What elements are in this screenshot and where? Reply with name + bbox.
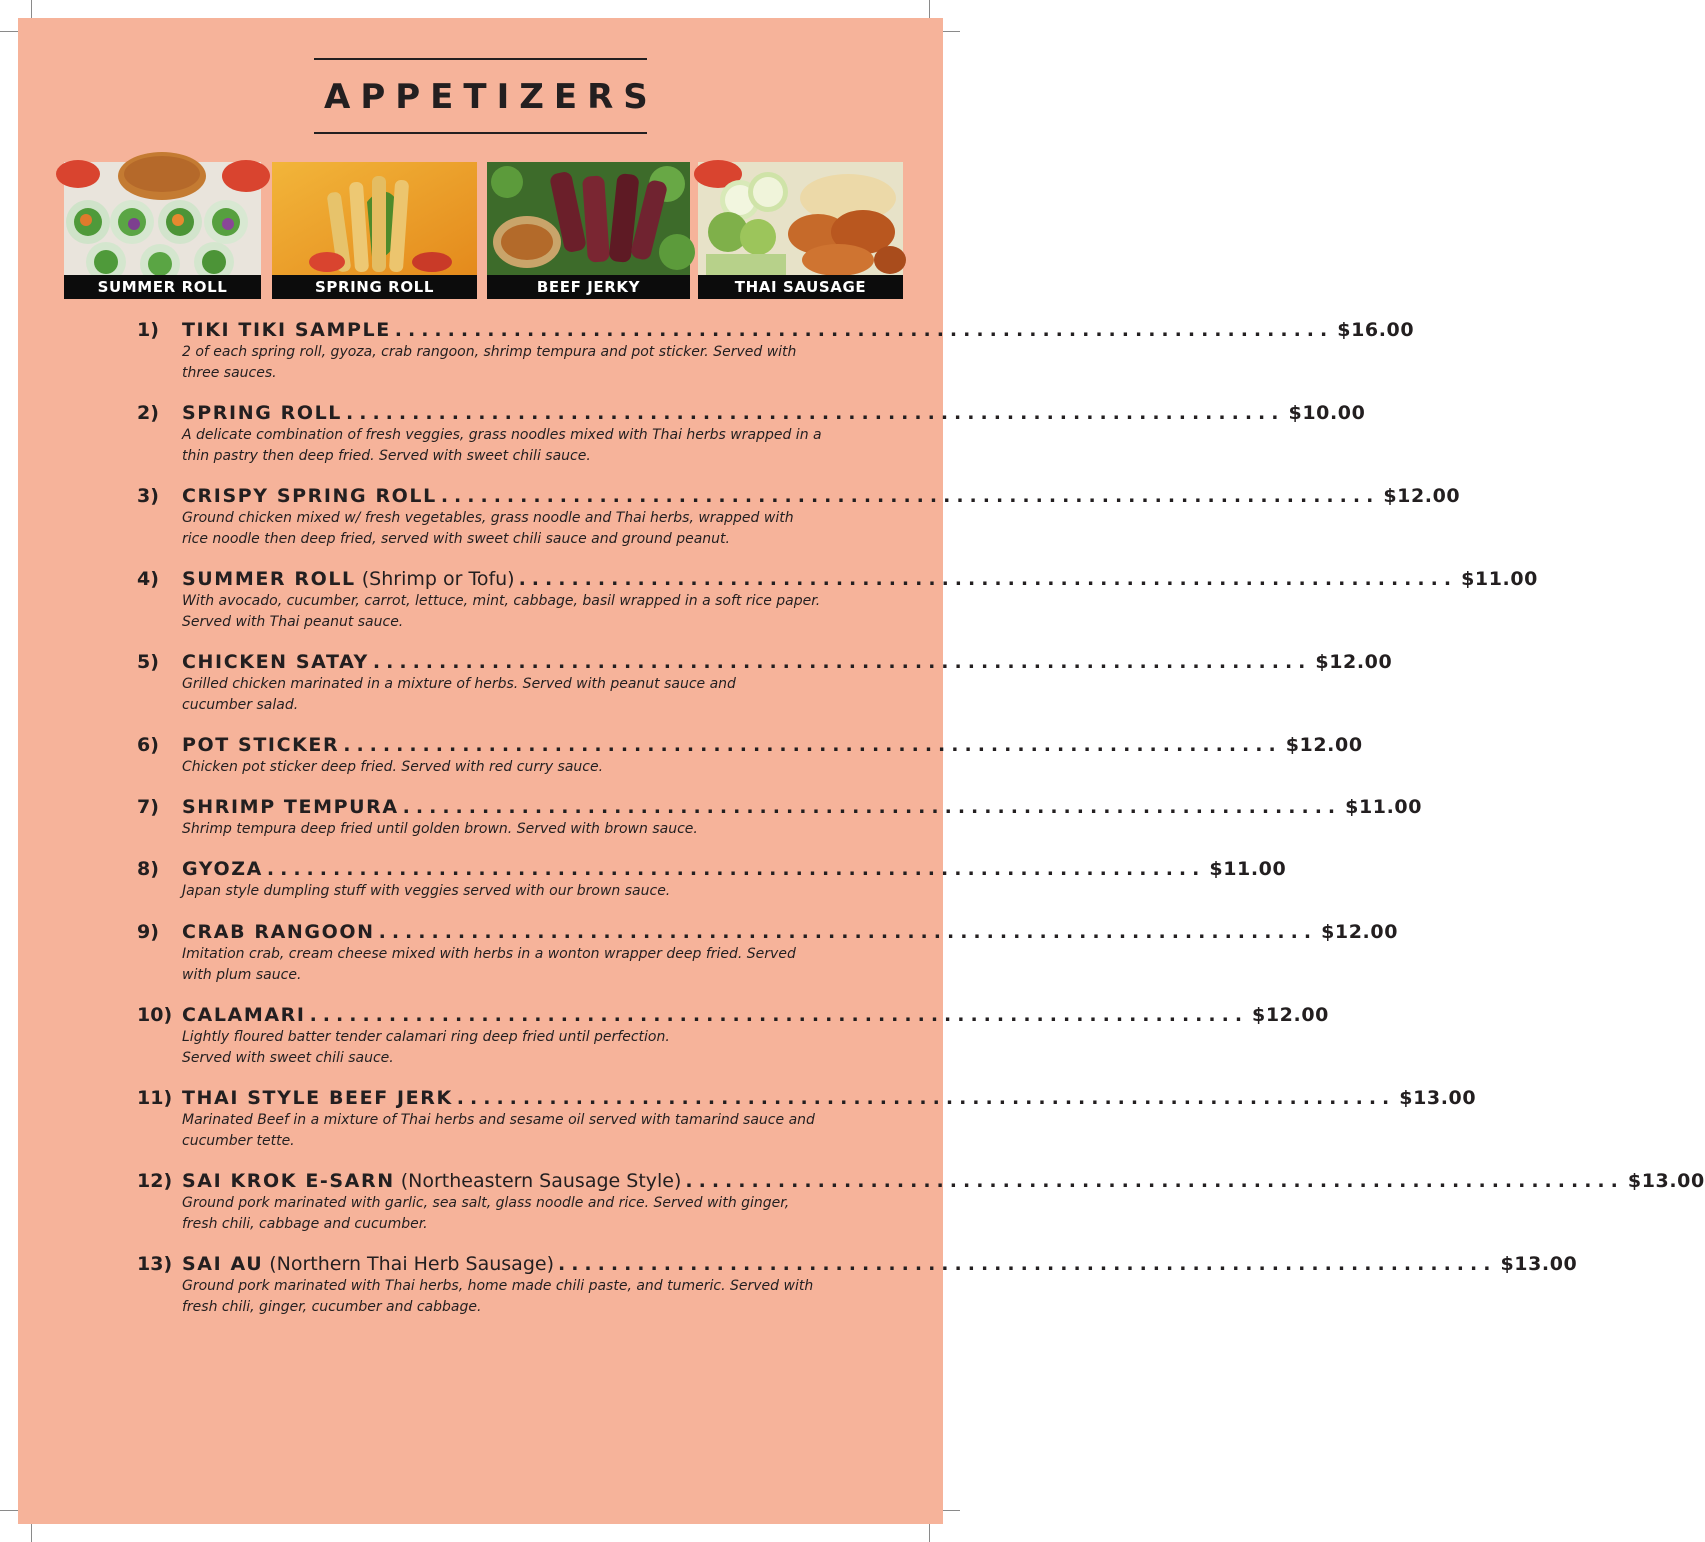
dot-leader: .......................................................................: [518, 568, 1458, 590]
item-name: SHRIMP TEMPURA: [182, 796, 399, 818]
menu-item: [137, 1252, 1578, 1318]
item-name: TIKI TIKI SAMPLE: [182, 319, 391, 341]
item-description: Chicken pot sticker deep fried. Served with red curry sauce.: [182, 759, 604, 775]
menu-item: [137, 318, 1415, 384]
dot-leader: .......................................................................: [557, 1253, 1497, 1275]
menu-item: [137, 1003, 1329, 1069]
dot-leader: .......................................................................: [309, 1004, 1249, 1026]
dot-leader: .......................................................................: [372, 651, 1312, 673]
menu-item-header: [137, 1169, 1705, 1193]
item-name: SAI AU: [182, 1253, 264, 1275]
menu-item: [137, 484, 1461, 550]
spring-roll-image: [272, 162, 477, 275]
item-price: $16.00: [1337, 319, 1415, 341]
menu-item: [137, 920, 1399, 986]
item-name: CRAB RANGOON: [182, 921, 375, 943]
item-number: 10): [137, 1004, 173, 1026]
menu-page: [18, 18, 1705, 1524]
photo-beef-jerky: [487, 162, 690, 299]
item-name: THAI STYLE BEEF JERK: [182, 1087, 453, 1109]
menu-item-header: [137, 401, 1366, 425]
menu-item: [137, 1169, 1705, 1235]
item-name: CHICKEN SATAY: [182, 651, 369, 673]
item-description: Marinated Beef in a mixture of Thai herbs and sesame oil served with tamarind sauce and cucumber tette.: [182, 1112, 815, 1149]
dot-leader: .......................................................................: [440, 485, 1380, 507]
item-description: With avocado, cucumber, carrot, lettuce, mint, cabbage, basil wrapped in a soft rice paper. Served with Thai peanut sauce.: [182, 593, 821, 630]
item-name: POT STICKER: [182, 734, 340, 756]
dot-leader: .......................................................................: [378, 921, 1318, 943]
menu-item: [137, 1086, 1477, 1152]
item-number: 11): [137, 1087, 173, 1109]
item-number: 5): [137, 651, 159, 673]
menu-item: [137, 795, 1423, 840]
item-number: 12): [137, 1170, 173, 1192]
dot-leader: .......................................................................: [346, 402, 1285, 424]
item-description: Ground pork marinated with Thai herbs, home made chili paste, and tumeric. Served with fresh chili, ginger, cucumber and cabbage.: [182, 1278, 814, 1315]
item-description: Ground chicken mixed w/ fresh vegetables, grass noodle and Thai herbs, wrapped with rice noodle then deep fried, served with sweet chili sauce and ground peanut.: [182, 510, 794, 547]
menu-item-header: [137, 733, 1363, 757]
title-block: [314, 58, 658, 134]
item-number: 13): [137, 1253, 173, 1275]
item-price: $13.00: [1399, 1087, 1477, 1109]
item-price: $11.00: [1345, 796, 1423, 818]
crop-mark: [929, 0, 930, 18]
item-price: $12.00: [1321, 921, 1399, 943]
photo-label: SUMMER ROLL: [64, 275, 261, 299]
item-number: 4): [137, 568, 159, 590]
crop-mark: [31, 1524, 32, 1542]
menu-item-header: [137, 857, 1287, 881]
title-rule-bottom: [314, 132, 647, 134]
item-number: 8): [137, 858, 159, 880]
dot-leader: .......................................................................: [266, 858, 1206, 880]
item-name: CALAMARI: [182, 1004, 306, 1026]
dot-leader: .......................................................................: [402, 796, 1342, 818]
item-name: GYOZA: [182, 858, 263, 880]
menu-item-header: [137, 920, 1399, 944]
item-price: $12.00: [1252, 1004, 1329, 1026]
item-description: Grilled chicken marinated in a mixture of herbs. Served with peanut sauce and cucumber salad.: [182, 676, 736, 713]
menu-item-header: [137, 318, 1415, 342]
item-number: 1): [137, 319, 159, 341]
dot-leader: .......................................................................: [685, 1170, 1624, 1192]
crop-mark: [929, 1524, 930, 1542]
dot-leader: .......................................................................: [343, 734, 1282, 756]
item-number: 9): [137, 921, 159, 943]
thai-sausage-image: [698, 162, 903, 275]
item-description: Japan style dumpling stuff with veggies served with our brown sauce.: [182, 883, 671, 899]
item-price: $11.00: [1209, 858, 1287, 880]
photo-spring-roll: [272, 162, 477, 299]
item-name: SUMMER ROLL: [182, 568, 356, 590]
menu-item-header: [137, 1086, 1477, 1110]
menu-item-header: [137, 484, 1461, 508]
photo-label: THAI SAUSAGE: [698, 275, 903, 299]
menu-item: [137, 733, 1363, 778]
item-price: $11.00: [1461, 568, 1538, 590]
item-price: $12.00: [1383, 485, 1461, 507]
crop-mark: [0, 31, 18, 32]
item-name: SAI KROK E-SARN: [182, 1170, 395, 1192]
crop-mark: [31, 0, 32, 18]
item-name: CRISPY SPRING ROLL: [182, 485, 437, 507]
menu-item: [137, 401, 1366, 467]
item-price: $13.00: [1627, 1170, 1705, 1192]
item-description: A delicate combination of fresh veggies, grass noodles mixed with Thai herbs wrapped in a thin pastry then deep fried. Served with sweet chili sauce.: [182, 427, 822, 464]
menu-item-header: [137, 795, 1423, 819]
item-description: Ground pork marinated with garlic, sea salt, glass noodle and rice. Served with ginger, fresh chili, cabbage and cucumber.: [182, 1195, 790, 1232]
item-subtitle: (Shrimp or Tofu): [361, 568, 515, 590]
crop-mark: [0, 1510, 18, 1511]
item-price: $10.00: [1288, 402, 1366, 424]
photo-label: SPRING ROLL: [272, 275, 477, 299]
menu-item: [137, 567, 1538, 633]
item-number: 7): [137, 796, 159, 818]
menu-item: [137, 650, 1393, 716]
item-description: Lightly floured batter tender calamari ring deep fried until perfection. Served with sweet chili sauce.: [182, 1029, 670, 1066]
item-description: Imitation crab, cream cheese mixed with herbs in a wonton wrapper deep fried. Served with plum sauce.: [182, 946, 796, 983]
item-subtitle: (Northern Thai Herb Sausage): [269, 1253, 554, 1275]
menu-item: [137, 857, 1287, 902]
menu-item-header: [137, 650, 1393, 674]
item-name: SPRING ROLL: [182, 402, 343, 424]
item-price: $12.00: [1315, 651, 1393, 673]
menu-item-header: [137, 567, 1538, 591]
photo-label: BEEF JERKY: [487, 275, 690, 299]
item-price: $13.00: [1500, 1253, 1578, 1275]
summer-roll-image: [64, 162, 261, 275]
dot-leader: .......................................................................: [394, 319, 1334, 341]
page-title: APPETIZERS: [324, 77, 658, 117]
item-subtitle: (Northeastern Sausage Style): [400, 1170, 682, 1192]
item-description: 2 of each spring roll, gyoza, crab rangoon, shrimp tempura and pot sticker. Served with three sauces.: [182, 344, 797, 381]
dot-leader: .......................................................................: [456, 1087, 1396, 1109]
beef-jerky-image: [487, 162, 690, 275]
crop-mark: [942, 31, 960, 32]
crop-mark: [942, 1510, 960, 1511]
item-number: 3): [137, 485, 159, 507]
photo-strip: [18, 162, 943, 302]
photo-thai-sausage: [698, 162, 903, 299]
photo-summer-roll: [64, 162, 261, 299]
menu-item-header: [137, 1252, 1578, 1276]
item-number: 2): [137, 402, 159, 424]
menu-item-header: [137, 1003, 1329, 1027]
item-price: $12.00: [1285, 734, 1363, 756]
item-number: 6): [137, 734, 159, 756]
item-description: Shrimp tempura deep fried until golden brown. Served with brown sauce.: [182, 821, 698, 837]
